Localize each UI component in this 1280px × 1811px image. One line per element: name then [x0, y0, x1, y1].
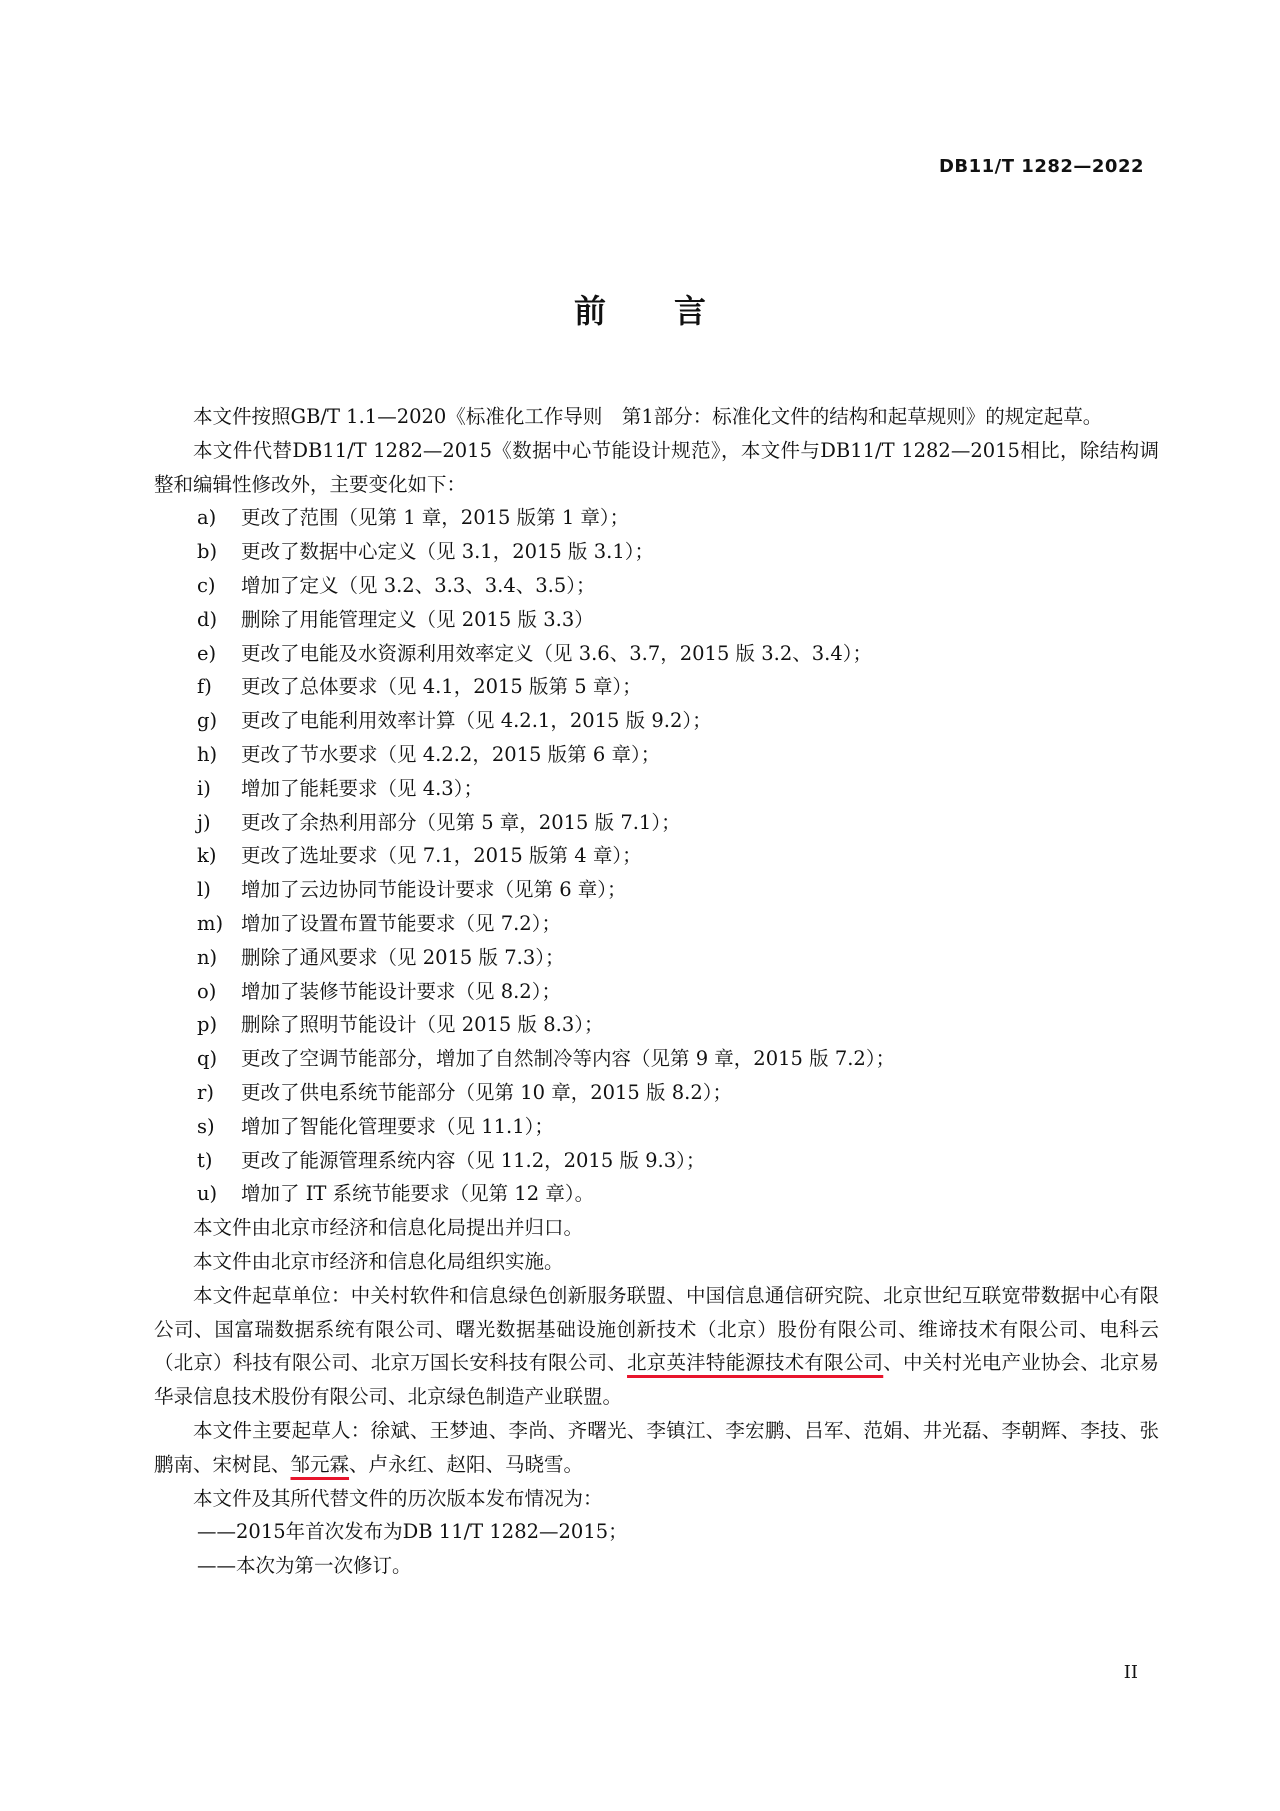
list-item-text: 增加了能耗要求（见 4.3）； — [241, 776, 483, 800]
history-item: ——本次为第一次修订。 — [197, 1554, 412, 1578]
list-item-label: q) — [197, 1047, 218, 1071]
list-item-text: 更改了空调节能部分，增加了自然制冷等内容（见第 9 章，2015 版 7.2）； — [241, 1047, 896, 1071]
list-item-text: 增加了装修节能设计要求（见 8.2）； — [241, 979, 561, 1003]
list-item-label: m) — [197, 911, 224, 935]
list-item-text: 更改了选址要求（见 7.1，2015 版第 4 章）； — [241, 844, 642, 868]
list-item-text: 更改了电能及水资源利用效率定义（见 3.6、3.7，2015 版 3.2、3.4）； — [241, 641, 873, 665]
list-item-label: n) — [197, 945, 218, 969]
list-item-text: 更改了范围（见第 1 章，2015 版第 1 章）； — [241, 506, 630, 530]
list-item-label: r) — [197, 1080, 214, 1104]
list-item-text: 更改了节水要求（见 4.2.2，2015 版第 6 章）； — [241, 742, 661, 766]
list-item — [154, 975, 1159, 1009]
drafting-units-text: 本文件起草单位：中关村软件和信息绿色创新服务联盟、中国信息通信研究院、北京世纪互联宽带数据中心有限公司、国富瑞数据系统有限公司、曙光数据基础设施创新技术（北京）股份有限公司、维谛技术有限公司、电科云（北京）科技有限公司、北京万国长安科技有限公司、 — [154, 1283, 1159, 1375]
change-list — [154, 501, 1159, 1211]
list-item — [154, 569, 1159, 603]
list-item-text: 增加了智能化管理要求（见 11.1）； — [241, 1114, 554, 1138]
page-title — [0, 286, 1280, 332]
list-item — [154, 603, 1159, 637]
page-number: II — [1123, 1662, 1138, 1683]
list-item-label: s) — [197, 1114, 215, 1138]
paragraph-drafting-units — [154, 1279, 1159, 1414]
list-item-label: g) — [197, 709, 218, 733]
list-item-label: b) — [197, 540, 218, 564]
document-code: DB11/T 1282—2022 — [938, 156, 1144, 177]
list-item-text: 更改了电能利用效率计算（见 4.2.1，2015 版 9.2）； — [241, 709, 712, 733]
list-item-text: 更改了供电系统节能部分（见第 10 章，2015 版 8.2）； — [241, 1080, 732, 1104]
list-item-label: p) — [197, 1013, 218, 1037]
list-item — [154, 1076, 1159, 1110]
document-body — [154, 400, 1159, 1583]
list-item-text: 删除了通风要求（见 2015 版 7.3）； — [241, 945, 565, 969]
list-item-label: a) — [197, 506, 217, 530]
list-item — [154, 1042, 1159, 1076]
list-item-text: 增加了定义（见 3.2、3.3、3.4、3.5）； — [241, 573, 596, 597]
list-item-label: l) — [197, 878, 211, 902]
list-item-text: 更改了总体要求（见 4.1，2015 版第 5 章）； — [241, 675, 642, 699]
title-char-2: 言 — [674, 292, 707, 330]
list-item-text: 删除了照明节能设计（见 2015 版 8.3）； — [241, 1013, 604, 1037]
list-item-label: e) — [197, 641, 217, 665]
paragraph-proposed-by: 本文件由北京市经济和信息化局提出并归口。 — [193, 1216, 584, 1240]
list-item-text: 增加了云边协同节能设计要求（见第 6 章）； — [241, 878, 627, 902]
list-item-label: t) — [197, 1148, 213, 1172]
paragraph-drafting-rules: 本文件按照GB/T 1.1—2020《标准化工作导则 第1部分：标准化文件的结构和起草规则》的规定起草。 — [193, 405, 1103, 428]
list-item — [154, 738, 1159, 772]
underlined-drafter: 邹元霖 — [290, 1452, 350, 1476]
list-item — [154, 907, 1159, 941]
list-item-label: f) — [197, 675, 212, 699]
list-item-text: 删除了用能管理定义（见 2015 版 3.3） — [241, 607, 594, 631]
list-item — [154, 1144, 1159, 1178]
drafting-units-text-end: 、中关村光电产业协会、北京易华录信息技术股份有限公司、北京绿色制造产业联盟。 — [154, 1351, 1159, 1409]
list-item — [154, 941, 1159, 975]
list-item-label: k) — [197, 844, 217, 868]
list-item-text: 更改了能源管理系统内容（见 11.2，2015 版 9.3）； — [241, 1148, 706, 1172]
list-item-label: u) — [197, 1182, 218, 1206]
list-item — [154, 772, 1159, 806]
list-item — [154, 1110, 1159, 1144]
list-item-label: d) — [197, 607, 218, 631]
list-item — [154, 704, 1159, 738]
list-item-label: j) — [197, 810, 211, 834]
title-char-1: 前 — [573, 292, 606, 330]
paragraph-drafters — [154, 1414, 1159, 1482]
list-item — [154, 670, 1159, 704]
history-item: ——2015年首次发布为DB 11/T 1282—2015； — [197, 1520, 628, 1544]
list-item — [154, 1177, 1159, 1211]
paragraph-history-intro: 本文件及其所代替文件的历次版本发布情况为： — [193, 1486, 603, 1510]
list-item — [154, 501, 1159, 535]
drafters-text-end: 、卢永红、赵阳、马晓雪。 — [349, 1452, 584, 1476]
list-item — [154, 535, 1159, 569]
list-item-text: 增加了设置布置节能要求（见 7.2）； — [241, 911, 561, 935]
list-item-text: 增加了 IT 系统节能要求（见第 12 章）。 — [241, 1182, 595, 1206]
list-item-label: h) — [197, 742, 218, 766]
underlined-unit: 北京英沣特能源技术有限公司 — [627, 1351, 884, 1375]
drafters-text: 本文件主要起草人：徐斌、王梦迪、李尚、齐曙光、李镇江、李宏鹏、吕军、范娟、井光磊、李朝辉、李技、张鹏南、宋树昆、 — [154, 1418, 1159, 1476]
paragraph-organized-by: 本文件由北京市经济和信息化局组织实施。 — [193, 1249, 564, 1273]
list-item — [154, 637, 1159, 671]
paragraph-replacement: 本文件代替DB11/T 1282—2015《数据中心节能设计规范》，本文件与DB11/T 1282—2015相比，除结构调整和编辑性修改外，主要变化如下： — [154, 438, 1159, 496]
list-item — [154, 1008, 1159, 1042]
list-item — [154, 873, 1159, 907]
list-item-label: i) — [197, 776, 211, 800]
list-item-text: 更改了余热利用部分（见第 5 章，2015 版 7.1）； — [241, 810, 681, 834]
list-item-label: c) — [197, 573, 216, 597]
list-item — [154, 806, 1159, 840]
list-item — [154, 839, 1159, 873]
list-item-text: 更改了数据中心定义（见 3.1，2015 版 3.1）； — [241, 540, 654, 564]
list-item-label: o) — [197, 979, 217, 1003]
